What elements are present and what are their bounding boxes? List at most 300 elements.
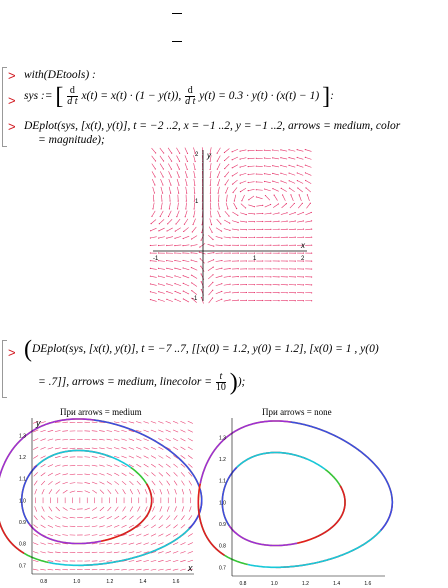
y-tick-label: 1.0 [19,498,26,505]
field-arrow-head [245,207,246,208]
field-arrow-head [191,267,192,268]
field-arrow-head [213,252,214,253]
field-arrow-head [221,283,222,284]
field-arrow [217,163,220,169]
field-arrow-head [297,149,298,150]
field-arrow [167,261,173,262]
field-arrow [225,172,229,177]
field-arrow-head [155,152,156,153]
field-arrow [114,552,120,553]
field-arrow-head [286,203,287,204]
field-arrow [183,299,189,302]
field-arrow [178,203,179,209]
plot3-trajectory-0-seg-3 [315,470,345,538]
field-arrow-head [162,192,163,193]
field-arrow [55,431,61,432]
field-arrow-head [299,194,300,195]
field-arrow [84,474,90,475]
command-deplot-1-line-a[interactable]: DEplot(sys, [x(t), y(t)], t = −2 ..2, x = −1 ..2, y = −1 ..2, arrows = medium, color [24,120,401,132]
field-arrow [159,481,162,485]
field-arrow-head [262,213,263,214]
field-arrow-head [238,229,239,230]
field-arrow-head [171,161,172,162]
field-arrow [107,507,111,511]
field-arrow [173,464,177,468]
field-arrow [70,474,76,475]
field-arrow-head [264,188,265,189]
field-arrow [152,211,155,216]
field-arrow-head [163,168,164,169]
field-arrow-head [210,177,211,178]
field-arrow [188,560,193,562]
field-arrow-head [272,181,273,182]
field-arrow [158,534,163,537]
field-arrow [48,430,53,431]
field-arrow [137,507,140,512]
x-tick-label: 1.6 [172,579,180,585]
field-arrow-head [238,260,239,261]
command-deplot-2-line-a[interactable] [24,336,379,363]
field-arrow-head [191,282,192,283]
field-arrow-head [248,166,249,167]
field-arrow-head [199,246,200,247]
field-arrow [159,219,164,223]
field-arrow-head [179,169,180,170]
x-axis-label: x [301,241,305,250]
plot2-trajectory-0-seg-7 [101,484,152,542]
field-arrow [167,284,173,286]
x-tick-2: 2 [301,256,305,262]
field-arrow-head [278,292,279,293]
field-arrow [160,171,163,177]
field-arrow [175,284,181,286]
field-arrow-head [278,253,279,254]
open-paren: ( [24,336,32,363]
field-arrow [92,526,97,527]
derivative-y [185,86,195,107]
field-arrow [92,517,97,519]
field-arrow [265,213,271,214]
field-arrow [99,439,105,440]
field-arrow-head [311,237,312,238]
field-arrow-head [238,252,239,253]
command-deplot-1-line-b[interactable]: = magnitude); [38,134,105,146]
field-arrow-head [254,268,255,269]
field-arrow [225,179,228,184]
field-arrow [107,473,112,475]
field-arrow [182,506,184,511]
field-arrow-head [248,174,249,175]
field-arrow-head [287,245,288,246]
field-arrow [100,507,104,511]
field-arrow-head [221,299,222,300]
field-arrow [186,187,187,193]
field-arrow [208,282,212,287]
field-arrow-head [163,160,164,161]
field-arrow-head [254,300,255,301]
field-arrow [192,291,197,295]
field-arrow [224,300,230,301]
field-arrow-head [297,172,298,173]
field-arrow [62,526,68,527]
field-arrow-head [278,245,279,246]
field-arrow-head [179,161,180,162]
field-arrow [240,173,246,175]
field-arrow [62,422,68,423]
field-arrow-head [311,253,312,254]
field-arrow [173,438,178,441]
plot3-trajectory-0-seg-6 [229,526,297,546]
field-arrow [55,482,60,485]
field-arrow-head [270,237,271,238]
field-arrow-head [175,231,176,232]
field-arrow-head [270,245,271,246]
field-arrow [188,438,193,441]
field-arrow [136,456,141,458]
field-arrow [208,244,214,246]
field-arrow-head [237,215,238,216]
field-arrow-head [248,182,249,183]
field-arrow [188,430,193,433]
field-arrow-head [289,173,290,174]
field-arrow [194,163,195,169]
field-arrow [55,516,60,518]
field-arrow-head [185,216,186,217]
field-arrow-head [256,173,257,174]
field-arrow-head [158,252,159,253]
field-arrow [160,211,163,217]
field-arrow-head [256,150,257,151]
field-arrow [167,299,173,301]
field-arrow-head [278,229,279,230]
field-arrow [62,431,68,432]
field-arrow [129,473,134,476]
field-arrow-head [174,245,175,246]
field-arrow [158,569,163,570]
field-arrow [152,171,155,177]
field-arrow [136,552,141,553]
field-arrow [92,431,98,432]
field-arrow-head [220,223,221,224]
field-arrow-head [201,224,202,225]
y-tick-label: 1.2 [219,457,226,463]
field-arrow [305,157,311,159]
field-arrow-head [150,268,151,269]
x-tick-neg1: -1 [153,256,159,262]
field-arrow [248,174,254,175]
field-arrow [159,472,163,476]
field-arrow [129,569,135,570]
y-tick-label: 1.2 [19,455,26,461]
field-arrow-head [303,268,304,269]
field-arrow [216,268,222,269]
field-arrow [136,560,141,561]
field-arrow-head [246,245,247,246]
field-arrow [216,261,222,262]
field-arrow [153,203,154,209]
plot2-y-label: y [36,418,41,428]
field-arrow [158,456,163,459]
plot2-trajectory-0-seg-0 [28,451,111,477]
field-arrow [175,245,181,246]
field-arrow [191,253,197,254]
field-arrow [283,195,286,201]
field-arrow-head [295,276,296,277]
field-arrow [181,447,186,450]
field-arrow [166,430,171,432]
field-arrow [167,292,173,294]
command-sys-definition[interactable] [24,83,334,110]
field-arrow [181,455,186,458]
field-arrow-head [262,260,263,261]
deplot-2-args: DEplot(sys, [x(t), y(t)], t = −7 ..7, [[x(0) = 1.2, y(0) = 1.2], [x(0) = 1 , y(0) [32,343,379,355]
field-arrow [169,179,171,185]
field-arrow [181,515,184,519]
field-arrow [55,473,60,475]
field-arrow [151,472,155,476]
field-arrow-head [281,188,282,189]
field-arrow-head [201,281,202,282]
close-bracket: ] [322,83,331,110]
field-arrow-head [158,291,159,292]
field-arrow [224,269,230,270]
command-with-detools[interactable]: with(DEtools) : [24,69,96,81]
field-arrow [159,300,165,302]
field-arrow-head [154,184,155,185]
field-arrow [136,439,141,441]
field-arrow [180,542,185,544]
field-arrow [289,213,295,215]
field-arrow [226,187,228,193]
field-arrow [136,464,141,467]
field-arrow-head [280,165,281,166]
field-arrow [129,552,134,553]
field-arrow-head [310,203,311,204]
field-arrow [114,465,119,467]
field-arrow [121,447,126,449]
field-arrow-head [176,216,177,217]
field-arrow-head [201,297,202,298]
field-arrow-head [225,184,226,185]
field-arrow-head [177,208,178,209]
field-arrow [232,149,238,152]
field-arrow [115,489,118,494]
field-arrow-head [168,216,169,217]
field-arrow [209,227,212,233]
field-arrow [298,188,303,192]
field-arrow-head [270,284,271,285]
field-arrow [217,219,221,224]
field-arrow [175,299,181,302]
field-arrow [62,517,67,519]
field-arrow [264,150,270,151]
field-arrow-head [246,260,247,261]
field-arrow [160,489,162,494]
field-arrow [92,474,97,475]
field-arrow-head [213,246,214,247]
field-arrow-head [286,212,287,213]
field-arrow-head [238,222,239,223]
field-arrow-head [232,183,233,184]
field-arrow [188,551,193,553]
field-arrow-head [219,216,220,217]
field-arrow [174,515,177,519]
field-arrow [159,525,164,528]
field-arrow [40,439,45,441]
field-arrow [129,481,133,485]
field-arrow [183,283,189,286]
field-arrow-head [210,208,211,209]
field-arrow-head [303,212,304,213]
field-arrow-head [302,203,303,204]
field-arrow-head [230,268,231,269]
field-arrow [216,228,221,231]
field-arrow-head [150,245,151,246]
field-arrow-head [287,253,288,254]
field-arrow [63,490,68,493]
y-axis-label: y [207,151,211,160]
field-arrow-head [229,237,230,238]
field-arrow-head [311,276,312,277]
field-arrow-head [179,153,180,154]
field-arrow-head [161,208,162,209]
command-deplot-2-line-b[interactable] [38,369,246,396]
field-arrow [281,173,287,175]
t-num: t [216,372,226,383]
field-arrow [137,516,141,520]
field-arrow [248,213,254,214]
field-arrow-head [254,206,255,207]
field-arrow [70,517,76,518]
field-arrow [160,506,162,511]
field-arrow [265,181,271,182]
field-arrow [273,181,279,183]
field-arrow [151,430,156,432]
field-arrow-head [238,245,239,246]
field-arrow [240,158,246,159]
field-arrow-head [272,173,273,174]
field-arrow [289,165,295,167]
field-arrow-head [170,184,171,185]
field-arrow [307,195,309,201]
field-arrow-head [229,291,230,292]
field-arrow [167,245,173,246]
field-arrow-head [182,260,183,261]
field-arrow [136,543,141,545]
field-arrow-head [185,208,186,209]
field-arrow-head [171,153,172,154]
field-arrow-head [212,282,213,283]
field-arrow [173,430,178,432]
field-arrow-head [288,165,289,166]
field-arrow-head [262,268,263,269]
field-arrow-head [262,300,263,301]
field-arrow-head [270,221,271,222]
field-arrow-head [230,252,231,253]
field-arrow [281,213,287,215]
field-arrow [165,569,170,570]
field-arrow [129,456,134,458]
field-arrow [107,481,112,484]
field-arrow-head [217,185,218,186]
field-arrow-head [218,193,219,194]
field-arrow [115,507,118,512]
d-num: d [67,86,77,97]
plot3-title: При arrows = none [262,407,332,417]
field-arrow-head [288,149,289,150]
x-tick-label: 1.6 [364,581,372,587]
derivative-x [67,86,77,107]
field-arrow-head [254,284,255,285]
field-arrow-head [174,283,175,284]
field-arrow [248,182,254,183]
field-arrow-head [305,165,306,166]
field-arrow-head [192,231,193,232]
field-arrow-head [228,215,229,216]
plot2-trajectory-0-seg-3 [120,468,152,536]
field-arrow-head [256,158,257,159]
field-arrow [192,236,197,239]
field-arrow [240,150,246,151]
field-arrow [177,156,180,162]
field-arrow [232,300,238,301]
field-arrow-head [236,208,237,209]
field-arrow-head [158,299,159,300]
field-arrow [62,535,68,536]
field-arrow [208,267,213,271]
field-arrow [152,516,156,520]
sys-assign: sys := [24,90,53,103]
field-arrow-head [254,213,255,214]
field-arrow [99,552,105,553]
field-arrow [33,569,38,570]
field-arrow [151,464,156,467]
field-arrow-head [254,276,255,277]
field-arrow [99,448,104,449]
field-arrow [62,474,67,475]
field-arrow [177,211,179,217]
field-arrow-head [166,245,167,246]
field-arrow-head [155,168,156,169]
field-arrow [144,430,149,432]
y-tick-label: 0.8 [19,541,26,548]
field-arrow [216,284,222,286]
field-arrow [168,219,172,224]
field-arrow-head [248,190,249,191]
field-arrow-head [212,232,213,233]
field-arrow [232,165,238,168]
field-arrow [33,456,38,459]
field-arrow-head [295,284,296,285]
field-arrow [63,508,68,511]
field-arrow-head [232,167,233,168]
plot2-trajectory-0-seg-2 [37,532,119,543]
field-arrow [99,543,105,544]
field-arrow [151,534,156,536]
field-arrow-head [272,157,273,158]
field-arrow-head [193,216,194,217]
field-arrow-head [212,274,213,275]
field-arrow-head [246,214,247,215]
field-arrow [177,179,179,185]
field-arrow [175,228,180,231]
field-arrow [144,525,149,528]
y-tick-label: 1.0 [219,500,226,507]
field-arrow-head [213,259,214,260]
field-arrow-head [241,200,242,201]
field-arrow [159,464,164,467]
field-arrow [92,535,98,536]
